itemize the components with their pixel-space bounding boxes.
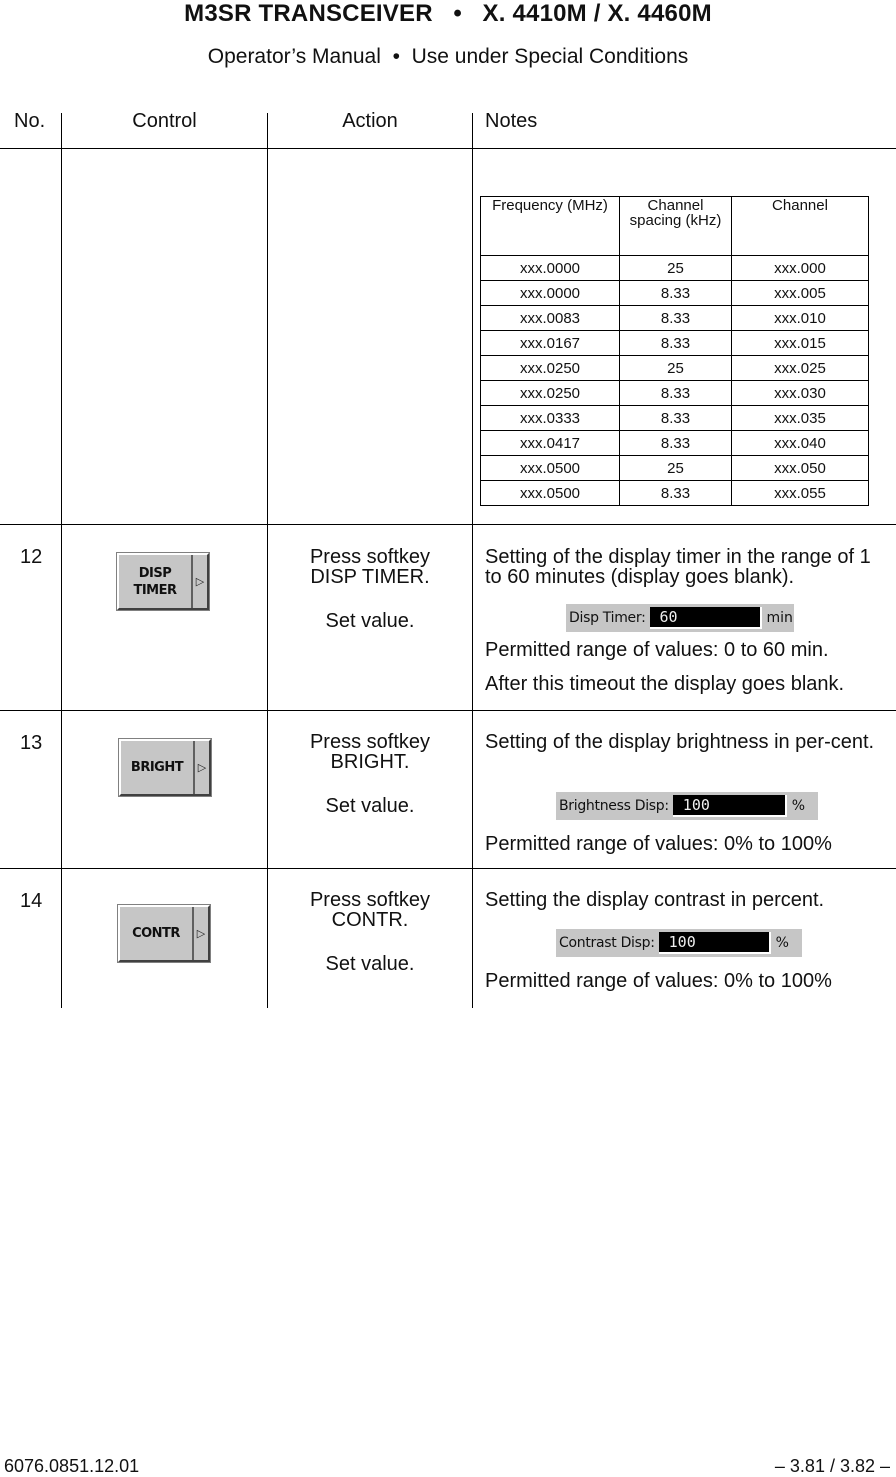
triangle-right-icon: ▷	[196, 928, 206, 940]
table-row	[481, 306, 869, 331]
frequency-cell: xxx.0250	[481, 356, 620, 381]
notes-description: Setting the display contrast in percent.	[485, 889, 825, 911]
table-row	[481, 456, 869, 481]
notes-extra: After this timeout the display goes blank.	[485, 673, 845, 695]
row-divider	[0, 524, 896, 525]
frequency-channel-table	[480, 196, 869, 506]
table-row	[481, 481, 869, 506]
channel-cell: xxx.025	[732, 356, 869, 381]
document-title: M3SR TRANSCEIVER • X. 4410M / X. 4460M	[184, 0, 712, 27]
row-number: 14	[20, 890, 43, 912]
action-set-value: Set value.	[325, 953, 415, 975]
row-number: 13	[20, 732, 43, 754]
column-header-notes: Notes	[485, 110, 538, 132]
table-row	[481, 381, 869, 406]
field-unit: %	[791, 798, 806, 814]
frequency-cell: xxx.0250	[481, 381, 620, 406]
channel-spacing-cell: 8.33	[620, 481, 732, 506]
notes-description: Setting of the display timer in the range of 1 to 60 minutes (display goes blank).	[485, 546, 871, 588]
frequency-cell: xxx.0000	[481, 256, 620, 281]
contr-softkey[interactable]	[118, 905, 210, 962]
column-header-no: No.	[14, 110, 46, 132]
field-label: Disp Timer:	[569, 610, 646, 626]
field-unit: min	[766, 610, 793, 626]
softkey-label-line1: CONTR	[132, 926, 180, 941]
column-divider	[61, 113, 62, 1008]
page-number: – 3.81 / 3.82 –	[774, 1456, 890, 1476]
channel-spacing-cell: 8.33	[620, 431, 732, 456]
contrast-disp-field	[556, 929, 802, 957]
action-press-text: Press softkey	[309, 546, 431, 568]
bright-softkey[interactable]	[119, 739, 211, 796]
table-header-channel-spacing: Channel spacing (kHz)	[620, 197, 732, 256]
row-divider	[0, 868, 896, 869]
action-cell	[268, 890, 472, 974]
document-number: 6076.0851.12.01	[4, 1456, 140, 1476]
field-value: 60	[650, 607, 762, 629]
table-row	[481, 281, 869, 306]
frequency-cell: xxx.0333	[481, 406, 620, 431]
channel-spacing-cell: 8.33	[620, 381, 732, 406]
channel-spacing-cell: 8.33	[620, 406, 732, 431]
frequency-cell: xxx.0000	[481, 281, 620, 306]
notes-description: Setting of the display brightness in per-cent.	[485, 731, 875, 753]
table-header-channel: Channel	[732, 197, 869, 256]
channel-spacing-cell: 8.33	[620, 281, 732, 306]
notes-range: Permitted range of values: 0% to 100%	[485, 833, 832, 855]
notes-range: Permitted range of values: 0 to 60 min.	[485, 639, 829, 661]
channel-spacing-cell: 25	[620, 456, 732, 481]
softkey-label	[119, 555, 193, 608]
frequency-cell: xxx.0500	[481, 481, 620, 506]
column-header-control: Control	[132, 110, 197, 132]
action-cell	[268, 732, 472, 816]
channel-cell: xxx.040	[732, 431, 869, 456]
action-key-name: CONTR.	[331, 909, 409, 931]
channel-spacing-cell: 25	[620, 256, 732, 281]
action-set-value: Set value.	[325, 795, 415, 817]
column-divider	[472, 113, 473, 1008]
table-header-row	[481, 197, 869, 256]
disp-timer-softkey[interactable]	[117, 553, 209, 610]
table-row	[481, 356, 869, 381]
channel-spacing-cell: 25	[620, 356, 732, 381]
notes-range: Permitted range of values: 0% to 100%	[485, 970, 832, 992]
table-row	[481, 331, 869, 356]
table-row	[481, 256, 869, 281]
channel-cell: xxx.010	[732, 306, 869, 331]
document-subtitle: Operator’s Manual • Use under Special Conditions	[207, 45, 689, 68]
table-row	[481, 406, 869, 431]
softkey-label-line2: TIMER	[133, 582, 177, 598]
row-divider	[0, 710, 896, 711]
brightness-disp-field	[556, 792, 818, 820]
frequency-cell: xxx.0500	[481, 456, 620, 481]
frequency-cell: xxx.0167	[481, 331, 620, 356]
channel-cell: xxx.015	[732, 331, 869, 356]
frequency-cell: xxx.0417	[481, 431, 620, 456]
action-press-text: Press softkey	[309, 731, 431, 753]
field-value: 100	[673, 795, 787, 817]
channel-spacing-cell: 8.33	[620, 306, 732, 331]
header-rule	[0, 148, 896, 149]
column-header-action: Action	[342, 110, 398, 132]
softkey-label-line1: BRIGHT	[130, 760, 184, 775]
softkey-label-line1: DISP	[138, 565, 172, 581]
table-header-frequency: Frequency (MHz)	[481, 197, 620, 256]
channel-spacing-cell: 8.33	[620, 331, 732, 356]
action-key-name: DISP TIMER.	[310, 566, 430, 588]
channel-cell: xxx.035	[732, 406, 869, 431]
channel-cell: xxx.055	[732, 481, 869, 506]
action-cell	[268, 547, 472, 631]
action-key-name: BRIGHT.	[330, 751, 410, 773]
action-set-value: Set value.	[325, 610, 415, 632]
channel-cell: xxx.005	[732, 281, 869, 306]
channel-cell: xxx.030	[732, 381, 869, 406]
field-label: Contrast Disp:	[559, 935, 655, 951]
channel-cell: xxx.050	[732, 456, 869, 481]
frequency-cell: xxx.0083	[481, 306, 620, 331]
field-unit: %	[775, 935, 789, 951]
action-press-text: Press softkey	[309, 889, 431, 911]
triangle-right-icon: ▷	[195, 576, 205, 588]
field-label: Brightness Disp:	[559, 798, 669, 814]
disp-timer-field	[566, 604, 794, 632]
softkey-label	[120, 907, 194, 960]
softkey-label	[121, 741, 195, 794]
field-value: 100	[659, 932, 771, 954]
triangle-right-icon: ▷	[197, 762, 207, 774]
row-number: 12	[20, 546, 43, 568]
table-row	[481, 431, 869, 456]
channel-cell: xxx.000	[732, 256, 869, 281]
